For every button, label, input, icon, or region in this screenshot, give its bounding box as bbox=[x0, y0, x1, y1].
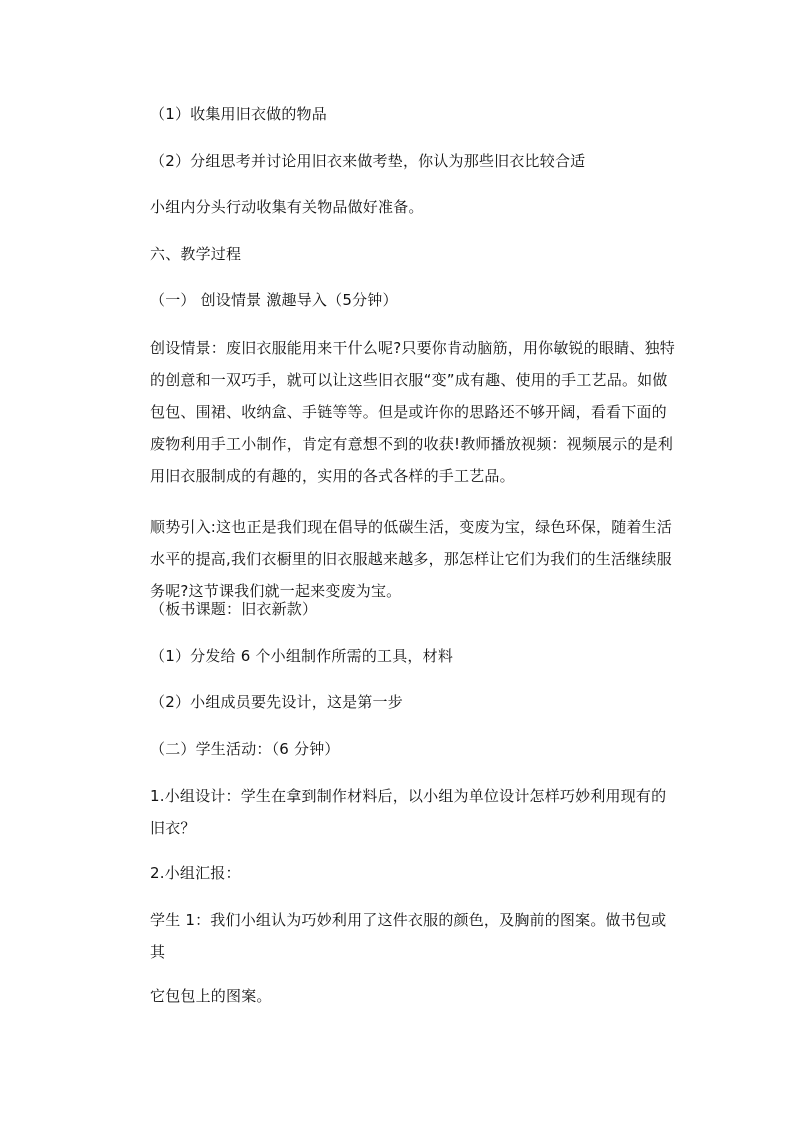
paragraph-lead-in: 顺势引入:这也正是我们现在倡导的低碳生活，变废为宝，绿色环保，随着生活水平的提高,我们衣橱里的旧衣服越来越多，那怎样让它们为我们的生活继续服务呢?这节课我们就一起来变废为宝。 bbox=[150, 518, 673, 600]
paragraph-student-one: 学生 1：我们小组认为巧妙利用了这件衣服的颜色，及胸前的图案。做书包或其 bbox=[150, 911, 667, 961]
subheading-scenario-intro: （一） 创设情景 激趣导入（5分钟） bbox=[150, 291, 398, 309]
paragraph-preparation: 小组内分头行动收集有关物品做好准备。 bbox=[150, 198, 424, 216]
paragraph-group-discussion: （2）分组思考并讨论用旧衣来做考垫，你认为那些旧衣比较合适 bbox=[150, 152, 586, 170]
paragraph-collect-items: （1）收集用旧衣做的物品 bbox=[150, 105, 327, 123]
paragraph-group-report: 2.小组汇报： bbox=[150, 864, 241, 882]
paragraph-scenario: 创设情景：废旧衣服能用来干什么呢?只要你肯动脑筋，用你敏锐的眼睛、独特的创意和一双巧手，就可以让这些旧衣服“变”成有趣、使用的手工艺品。如做包包、围裙、收纳盒、手链等等。但是或许你的思路还不够开阔，看看下面的废物利用手工小制作，肯定有意想不到的收获!教师播放视频：视频展示的是利用旧衣服制成的有趣的，实用的各式各样的手工艺品。 bbox=[150, 339, 675, 485]
paragraph-student-one-continued: 它包包上的图案。 bbox=[150, 987, 272, 1005]
paragraph-group-design: 1.小组设计：学生在拿到制作材料后，以小组为单位设计怎样巧妙利用现有的旧衣？ bbox=[150, 787, 667, 837]
paragraph-design-first: （2）小组成员要先设计，这是第一步 bbox=[150, 693, 403, 711]
subheading-student-activity: （二）学生活动：（6 分钟） bbox=[150, 740, 340, 758]
section-heading-teaching-process: 六、教学过程 bbox=[150, 245, 242, 263]
paragraph-board-title: （板书课题：旧衣新款） bbox=[150, 600, 318, 618]
paragraph-distribute-tools: （1）分发给 6 个小组制作所需的工具，材料 bbox=[150, 647, 454, 665]
